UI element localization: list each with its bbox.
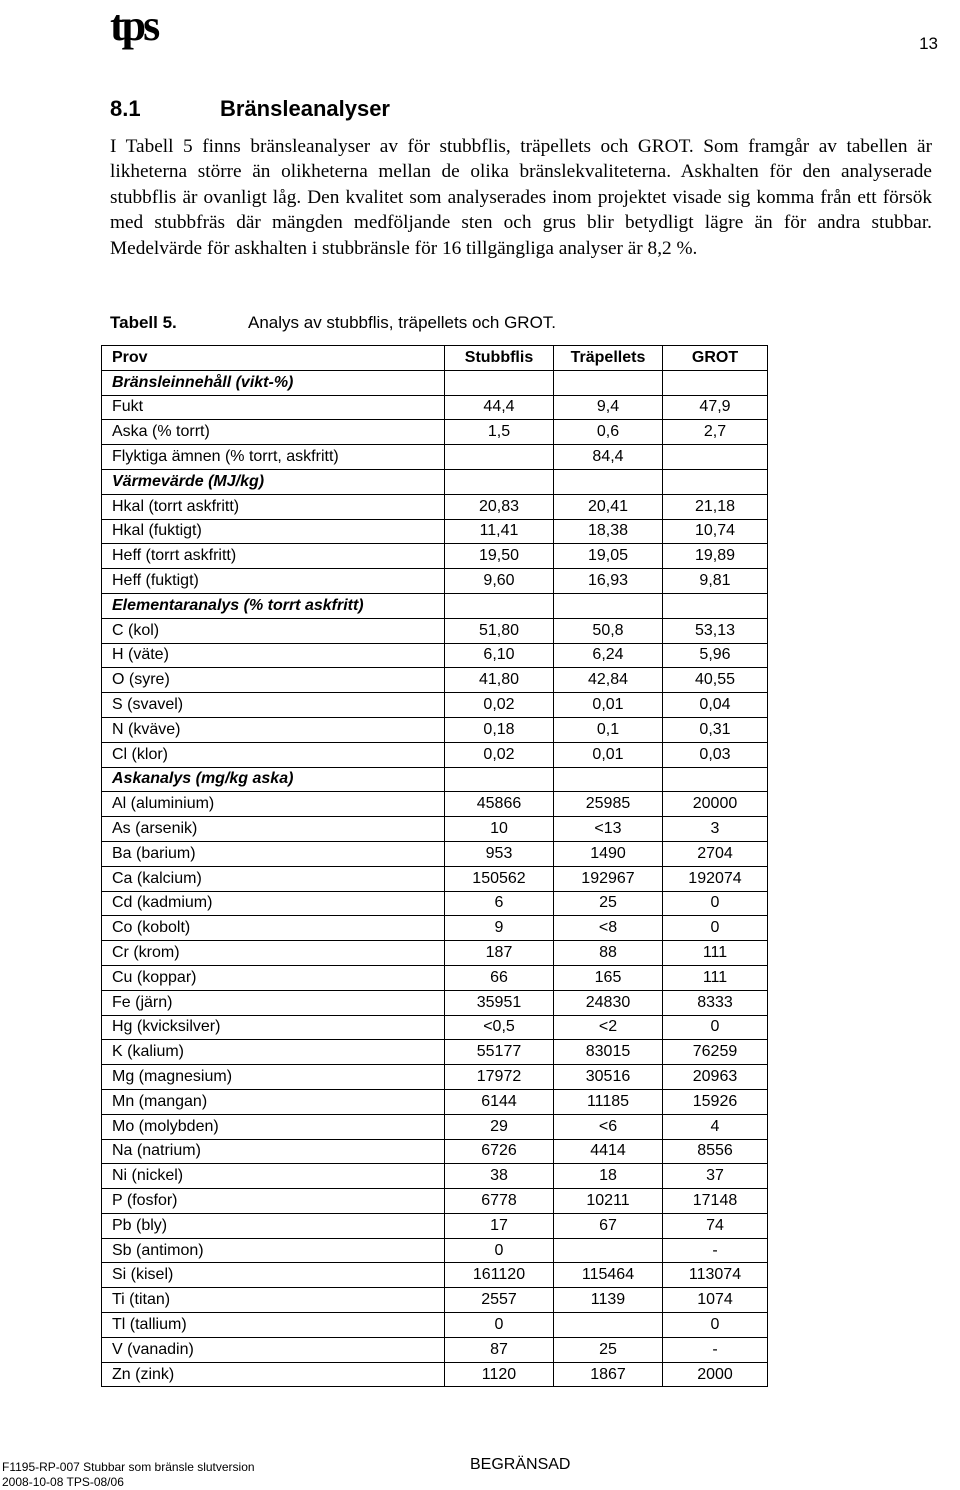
table-row xyxy=(102,445,768,470)
value-cell: 37 xyxy=(663,1164,768,1189)
table-row xyxy=(102,1015,768,1040)
value-cell: 192074 xyxy=(663,866,768,891)
value-cell: 18 xyxy=(554,1164,663,1189)
table-row xyxy=(102,544,768,569)
value-cell xyxy=(445,593,554,618)
table-row xyxy=(102,941,768,966)
value-cell: 42,84 xyxy=(554,668,663,693)
row-label-cell: Fukt xyxy=(102,395,445,420)
section-number: 8.1 xyxy=(110,96,141,121)
row-label-cell: Aska (% torrt) xyxy=(102,420,445,445)
value-cell: 87 xyxy=(445,1337,554,1362)
value-cell: 113074 xyxy=(663,1263,768,1288)
row-label-cell: C (kol) xyxy=(102,618,445,643)
value-cell: 17148 xyxy=(663,1189,768,1214)
value-cell xyxy=(663,445,768,470)
table-row xyxy=(102,1189,768,1214)
row-label-cell: Elementaranalys (% torrt askfritt) xyxy=(102,593,445,618)
row-label-cell: Pb (bly) xyxy=(102,1213,445,1238)
value-cell: 67 xyxy=(554,1213,663,1238)
value-cell: 38 xyxy=(445,1164,554,1189)
section-heading xyxy=(110,96,390,122)
value-cell: 50,8 xyxy=(554,618,663,643)
value-cell: 25 xyxy=(554,1337,663,1362)
value-cell: Stubbflis xyxy=(445,346,554,371)
value-cell: 15926 xyxy=(663,1089,768,1114)
table-row xyxy=(102,990,768,1015)
row-label-cell: Tl (tallium) xyxy=(102,1313,445,1338)
row-label-cell: P (fosfor) xyxy=(102,1189,445,1214)
row-label-cell: Heff (torrt askfritt) xyxy=(102,544,445,569)
body-paragraph: I Tabell 5 finns bränsleanalyser av för stubbflis, träpellets och GROT. Som framgår av tabellen är likheterna större än olikheterna mellan de olika bränslekvaliteterna. Askhalten för den analyserade stubbflis är ovanligt låg. Den kvalitet som analyserades inom projektet visade sig komma från ett försök med stubbfräs där mängden medföljande sten och grus blir betydligt lägre än för andra stubbar. Medelvärde för askhalten i stubbränsle för 16 tillgängliga analyser är 8,2 %. xyxy=(110,136,932,259)
row-label-cell: Bränsleinnehåll (vikt-%) xyxy=(102,370,445,395)
value-cell: 6778 xyxy=(445,1189,554,1214)
table-section-row xyxy=(102,593,768,618)
table-row xyxy=(102,792,768,817)
value-cell: - xyxy=(663,1238,768,1263)
tps-logo xyxy=(110,2,164,54)
value-cell: 2,7 xyxy=(663,420,768,445)
value-cell: 2704 xyxy=(663,841,768,866)
value-cell xyxy=(554,469,663,494)
table-row xyxy=(102,1213,768,1238)
value-cell: 84,4 xyxy=(554,445,663,470)
row-label-cell: Co (kobolt) xyxy=(102,916,445,941)
row-label-cell: Mg (magnesium) xyxy=(102,1065,445,1090)
value-cell: 19,89 xyxy=(663,544,768,569)
value-cell: 4 xyxy=(663,1114,768,1139)
footer-document-info xyxy=(2,1460,255,1490)
value-cell: 25985 xyxy=(554,792,663,817)
table-row xyxy=(102,965,768,990)
row-label-cell: Na (natrium) xyxy=(102,1139,445,1164)
value-cell: 6726 xyxy=(445,1139,554,1164)
value-cell xyxy=(445,767,554,792)
fuel-analysis-table-body xyxy=(102,346,768,1387)
table-row xyxy=(102,866,768,891)
value-cell xyxy=(554,1238,663,1263)
value-cell: 83015 xyxy=(554,1040,663,1065)
value-cell: 19,05 xyxy=(554,544,663,569)
value-cell: 5,96 xyxy=(663,643,768,668)
row-label-cell: Cd (kadmium) xyxy=(102,891,445,916)
value-cell: 0,01 xyxy=(554,742,663,767)
value-cell: 40,55 xyxy=(663,668,768,693)
value-cell xyxy=(445,469,554,494)
value-cell: 0 xyxy=(445,1313,554,1338)
row-label-cell: Sb (antimon) xyxy=(102,1238,445,1263)
value-cell xyxy=(445,445,554,470)
row-label-cell: K (kalium) xyxy=(102,1040,445,1065)
value-cell: 0 xyxy=(663,1015,768,1040)
value-cell xyxy=(554,1313,663,1338)
row-label-cell: Askanalys (mg/kg aska) xyxy=(102,767,445,792)
page-number: 13 xyxy=(919,34,938,53)
value-cell: 0 xyxy=(445,1238,554,1263)
fuel-analysis-table xyxy=(101,345,768,1387)
row-label-cell: H (väte) xyxy=(102,643,445,668)
value-cell: 0,04 xyxy=(663,693,768,718)
value-cell: 6 xyxy=(445,891,554,916)
value-cell: 18,38 xyxy=(554,519,663,544)
value-cell: 25 xyxy=(554,891,663,916)
table-row xyxy=(102,1040,768,1065)
row-label-cell: O (syre) xyxy=(102,668,445,693)
value-cell: 55177 xyxy=(445,1040,554,1065)
table-row xyxy=(102,891,768,916)
row-label-cell: Värmevärde (MJ/kg) xyxy=(102,469,445,494)
value-cell: 11,41 xyxy=(445,519,554,544)
row-label-cell: Zn (zink) xyxy=(102,1362,445,1387)
value-cell: 2557 xyxy=(445,1288,554,1313)
value-cell: 0,01 xyxy=(554,693,663,718)
table-header-row xyxy=(102,346,768,371)
value-cell: 35951 xyxy=(445,990,554,1015)
table-row xyxy=(102,1065,768,1090)
value-cell: 20,83 xyxy=(445,494,554,519)
footer-classification: BEGRÄNSAD xyxy=(470,1456,571,1473)
value-cell: 17972 xyxy=(445,1065,554,1090)
value-cell: 53,13 xyxy=(663,618,768,643)
value-cell: GROT xyxy=(663,346,768,371)
value-cell: 6144 xyxy=(445,1089,554,1114)
value-cell: 1120 xyxy=(445,1362,554,1387)
value-cell xyxy=(554,767,663,792)
row-label-cell: Mn (mangan) xyxy=(102,1089,445,1114)
value-cell: 74 xyxy=(663,1213,768,1238)
row-label-cell: Ca (kalcium) xyxy=(102,866,445,891)
value-cell: 0,1 xyxy=(554,717,663,742)
value-cell: <8 xyxy=(554,916,663,941)
value-cell xyxy=(445,370,554,395)
value-cell: 66 xyxy=(445,965,554,990)
value-cell: Träpellets xyxy=(554,346,663,371)
row-label-cell: Fe (järn) xyxy=(102,990,445,1015)
value-cell: 8556 xyxy=(663,1139,768,1164)
row-label-cell: Cl (klor) xyxy=(102,742,445,767)
row-label-cell: As (arsenik) xyxy=(102,817,445,842)
table-row xyxy=(102,841,768,866)
row-label-cell: N (kväve) xyxy=(102,717,445,742)
row-label-cell: S (svavel) xyxy=(102,693,445,718)
value-cell: 0 xyxy=(663,1313,768,1338)
table-row xyxy=(102,717,768,742)
table-row xyxy=(102,618,768,643)
section-title: Bränsleanalyser xyxy=(220,96,390,121)
value-cell: <6 xyxy=(554,1114,663,1139)
value-cell: 0,31 xyxy=(663,717,768,742)
value-cell: 1490 xyxy=(554,841,663,866)
table-row xyxy=(102,1238,768,1263)
row-label-cell: Ba (barium) xyxy=(102,841,445,866)
table-row xyxy=(102,1288,768,1313)
value-cell: 9,81 xyxy=(663,569,768,594)
value-cell xyxy=(663,370,768,395)
value-cell: 24830 xyxy=(554,990,663,1015)
value-cell: 29 xyxy=(445,1114,554,1139)
value-cell: 9,60 xyxy=(445,569,554,594)
value-cell: 8333 xyxy=(663,990,768,1015)
value-cell: 0 xyxy=(663,916,768,941)
table-section-row xyxy=(102,469,768,494)
row-label-cell: Hkal (fuktigt) xyxy=(102,519,445,544)
value-cell: 45866 xyxy=(445,792,554,817)
row-label-cell: Ni (nickel) xyxy=(102,1164,445,1189)
value-cell: 9 xyxy=(445,916,554,941)
value-cell: 51,80 xyxy=(445,618,554,643)
table-row xyxy=(102,519,768,544)
table-row xyxy=(102,1114,768,1139)
value-cell: 0,6 xyxy=(554,420,663,445)
value-cell: 111 xyxy=(663,965,768,990)
value-cell: 19,50 xyxy=(445,544,554,569)
footer-document-title: F1195-RP-007 Stubbar som bränsle slutversion xyxy=(2,1460,255,1474)
value-cell: 17 xyxy=(445,1213,554,1238)
value-cell: 1074 xyxy=(663,1288,768,1313)
value-cell: 44,4 xyxy=(445,395,554,420)
svg-text:tps: tps xyxy=(110,2,158,50)
table-section-row xyxy=(102,767,768,792)
value-cell: 10 xyxy=(445,817,554,842)
table-caption-label: Tabell 5. xyxy=(110,313,177,332)
value-cell: 165 xyxy=(554,965,663,990)
value-cell xyxy=(663,767,768,792)
row-label-cell: Al (aluminium) xyxy=(102,792,445,817)
table-row xyxy=(102,1337,768,1362)
table-caption xyxy=(110,313,556,333)
value-cell: 161120 xyxy=(445,1263,554,1288)
value-cell: 115464 xyxy=(554,1263,663,1288)
table-row xyxy=(102,1362,768,1387)
value-cell: <0,5 xyxy=(445,1015,554,1040)
table-section-row xyxy=(102,370,768,395)
value-cell: 20,41 xyxy=(554,494,663,519)
table-row xyxy=(102,742,768,767)
value-cell: 0,02 xyxy=(445,693,554,718)
value-cell: 20963 xyxy=(663,1065,768,1090)
value-cell: 47,9 xyxy=(663,395,768,420)
table-row xyxy=(102,643,768,668)
table-row xyxy=(102,1313,768,1338)
table-caption-text: Analys av stubbflis, träpellets och GROT. xyxy=(248,313,557,332)
value-cell xyxy=(663,593,768,618)
table-row xyxy=(102,693,768,718)
value-cell: 187 xyxy=(445,941,554,966)
value-cell: 0,18 xyxy=(445,717,554,742)
row-label-cell: Hg (kvicksilver) xyxy=(102,1015,445,1040)
row-label-cell: Cr (krom) xyxy=(102,941,445,966)
row-label-cell: Prov xyxy=(102,346,445,371)
table-row xyxy=(102,1164,768,1189)
value-cell: 16,93 xyxy=(554,569,663,594)
value-cell: 1,5 xyxy=(445,420,554,445)
value-cell: 1867 xyxy=(554,1362,663,1387)
table-row xyxy=(102,668,768,693)
row-label-cell: Si (kisel) xyxy=(102,1263,445,1288)
value-cell: 10211 xyxy=(554,1189,663,1214)
value-cell: 10,74 xyxy=(663,519,768,544)
value-cell: 3 xyxy=(663,817,768,842)
value-cell xyxy=(554,593,663,618)
value-cell: 953 xyxy=(445,841,554,866)
row-label-cell: V (vanadin) xyxy=(102,1337,445,1362)
value-cell xyxy=(554,370,663,395)
row-label-cell: Ti (titan) xyxy=(102,1288,445,1313)
value-cell: 0 xyxy=(663,891,768,916)
value-cell: 11185 xyxy=(554,1089,663,1114)
value-cell: 41,80 xyxy=(445,668,554,693)
value-cell: 6,10 xyxy=(445,643,554,668)
table-row xyxy=(102,916,768,941)
table-row xyxy=(102,1263,768,1288)
row-label-cell: Hkal (torrt askfritt) xyxy=(102,494,445,519)
table-row xyxy=(102,395,768,420)
value-cell: 30516 xyxy=(554,1065,663,1090)
value-cell: 76259 xyxy=(663,1040,768,1065)
value-cell: 88 xyxy=(554,941,663,966)
value-cell: 0,03 xyxy=(663,742,768,767)
row-label-cell: Flyktiga ämnen (% torrt, askfritt) xyxy=(102,445,445,470)
value-cell: 4414 xyxy=(554,1139,663,1164)
value-cell: - xyxy=(663,1337,768,1362)
value-cell: 0,02 xyxy=(445,742,554,767)
value-cell: 2000 xyxy=(663,1362,768,1387)
value-cell: 192967 xyxy=(554,866,663,891)
value-cell: 150562 xyxy=(445,866,554,891)
value-cell: 9,4 xyxy=(554,395,663,420)
table-row xyxy=(102,1139,768,1164)
value-cell: 1139 xyxy=(554,1288,663,1313)
table-row xyxy=(102,817,768,842)
table-row xyxy=(102,494,768,519)
table-row xyxy=(102,420,768,445)
value-cell: 21,18 xyxy=(663,494,768,519)
value-cell: <13 xyxy=(554,817,663,842)
row-label-cell: Heff (fuktigt) xyxy=(102,569,445,594)
value-cell: 20000 xyxy=(663,792,768,817)
value-cell: <2 xyxy=(554,1015,663,1040)
footer-date: 2008-10-08 TPS-08/06 xyxy=(2,1475,124,1489)
table-row xyxy=(102,1089,768,1114)
value-cell: 6,24 xyxy=(554,643,663,668)
row-label-cell: Cu (koppar) xyxy=(102,965,445,990)
table-row xyxy=(102,569,768,594)
row-label-cell: Mo (molybden) xyxy=(102,1114,445,1139)
value-cell xyxy=(663,469,768,494)
value-cell: 111 xyxy=(663,941,768,966)
